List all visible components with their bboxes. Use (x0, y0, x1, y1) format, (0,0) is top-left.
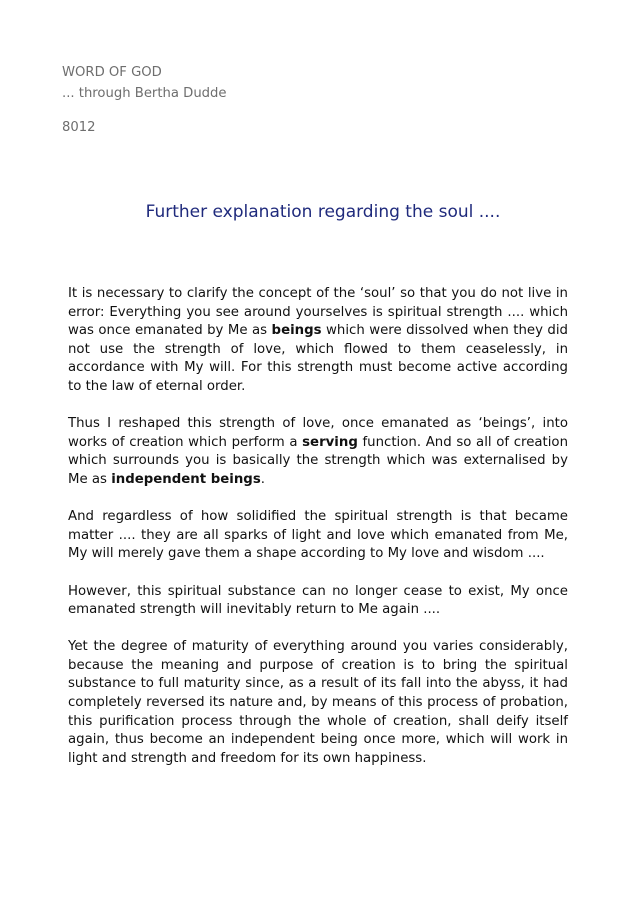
emphasis-independent-beings: independent beings (111, 471, 261, 487)
paragraph-2-text-c: . (260, 471, 265, 487)
header-source: WORD OF GOD (62, 65, 162, 80)
paragraph-1-text-a: It is necessary to clarify the concept of the ‘soul’ so that you do not live in error: Everything you see around yourselves is spiritual strength .... which was once emanated by Me as (68, 286, 568, 339)
paragraph-2 (68, 415, 568, 489)
document-header (62, 62, 227, 104)
header-author: ... through Bertha Dudde (62, 86, 227, 101)
paragraph-2-text-a: Thus I reshaped this strength of love, once emanated as ‘beings’, into works of creation which perform a (68, 416, 568, 450)
document-body (68, 285, 568, 787)
emphasis-beings: beings (271, 323, 322, 339)
paragraph-1 (68, 285, 568, 397)
page-title: Further explanation regarding the soul .... (145, 202, 501, 222)
document-number: 8012 (62, 120, 96, 135)
paragraph-4: However, this spiritual substance can no longer cease to exist, My once emanated strength will inevitably return to Me again .... (68, 583, 568, 618)
paragraph-2-text-b: function. And so all of creation which surrounds you is basically the strength which was externalised by Me as (68, 434, 568, 487)
emphasis-serving: serving (302, 434, 358, 450)
paragraph-3: And regardless of how solidified the spiritual strength is that became matter .... they are all sparks of light and love which emanated from Me, My will merely gave them a shape according to My love and wisdom .... (68, 509, 568, 562)
paragraph-1-text-b: which were dissolved when they did not use the strength of love, which flowed to them ceaselessly, in accordance with My will. For this strength must become active according to the law of eternal order. (68, 323, 568, 394)
paragraph-5: Yet the degree of maturity of everything around you varies considerably, because the meaning and purpose of creation is to bring the spiritual substance to full maturity since, as a result of its fall into the abyss, it had completely reversed its nature and, by means of this process of probation, this purification process through the whole of creation, shall deify itself again, thus become an independent being once more, which will work in light and strength and freedom for its own happiness. (68, 639, 568, 766)
